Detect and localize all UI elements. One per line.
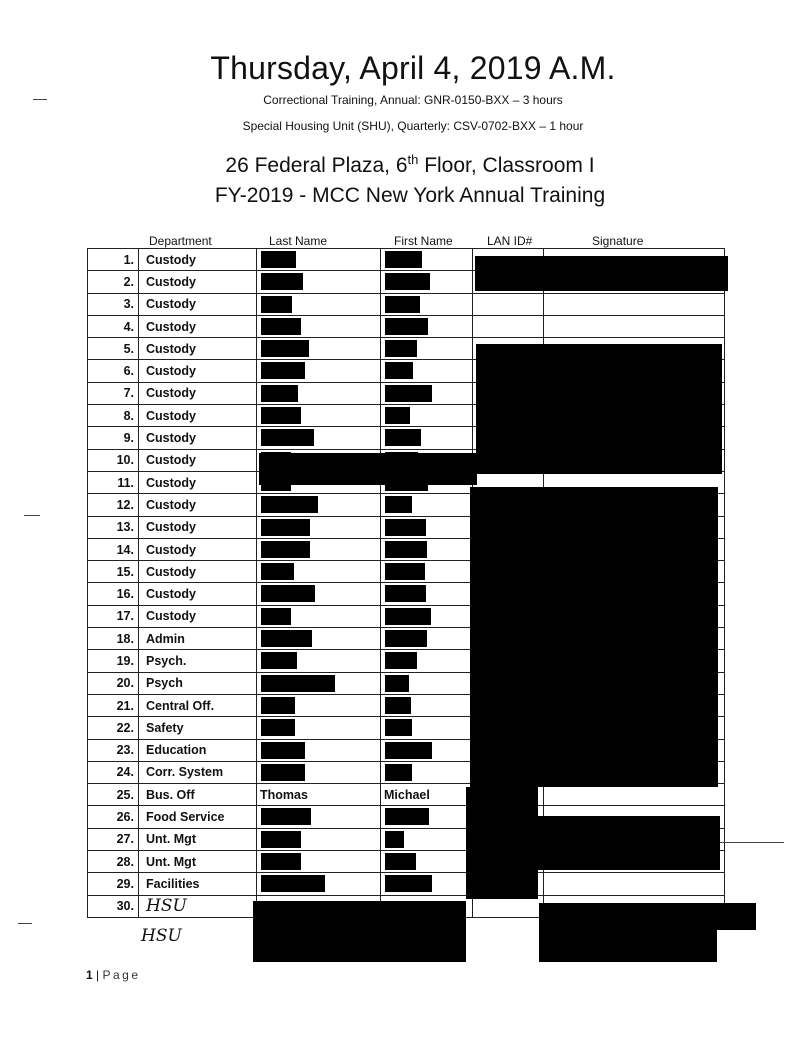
redaction-block xyxy=(385,251,422,268)
redaction-block xyxy=(470,487,718,787)
last-name-cell xyxy=(257,605,381,627)
redaction-block xyxy=(261,697,295,714)
department-cell: Custody xyxy=(139,271,257,293)
row-number: 2. xyxy=(88,271,139,293)
first-name-cell xyxy=(381,873,473,895)
first-name-cell xyxy=(381,739,473,761)
redaction-block xyxy=(385,875,432,892)
first-name-cell xyxy=(381,427,473,449)
department-cell: Custody xyxy=(139,293,257,315)
redaction-block xyxy=(385,318,428,335)
row-number: 14. xyxy=(88,538,139,560)
redaction-block xyxy=(261,429,314,446)
lan-id-cell xyxy=(473,293,544,315)
last-name-cell xyxy=(257,628,381,650)
redaction-block xyxy=(476,344,722,474)
redaction-block xyxy=(261,318,301,335)
lan-id-cell xyxy=(473,315,544,337)
redaction-block xyxy=(261,675,335,692)
header-lan-id: LAN ID# xyxy=(487,234,533,248)
scan-mark xyxy=(33,99,47,100)
header-signature: Signature xyxy=(592,234,644,248)
row-number: 9. xyxy=(88,427,139,449)
page-title: Thursday, April 4, 2019 A.M. xyxy=(210,50,616,86)
first-name-cell xyxy=(381,561,473,583)
department-cell: Unt. Mgt xyxy=(139,828,257,850)
redaction-block xyxy=(261,407,301,424)
row-number: 5. xyxy=(88,338,139,360)
row-number: 22. xyxy=(88,717,139,739)
last-name-cell xyxy=(257,828,381,850)
first-name-cell xyxy=(381,315,473,337)
redaction-block xyxy=(385,541,427,558)
table-row xyxy=(88,873,725,895)
row-number: 4. xyxy=(88,315,139,337)
department-cell: Custody xyxy=(139,338,257,360)
redaction-block xyxy=(385,563,425,580)
department-cell: Custody xyxy=(139,471,257,493)
program-title: FY-2019 - MCC New York Annual Training xyxy=(214,184,606,207)
last-name-cell xyxy=(257,583,381,605)
row-number: 27. xyxy=(88,828,139,850)
row-number: 3. xyxy=(88,293,139,315)
location-prefix: 26 Federal Plaza, 6 xyxy=(225,154,408,177)
department-cell: Facilities xyxy=(139,873,257,895)
last-name-cell xyxy=(257,538,381,560)
row-number: 11. xyxy=(88,471,139,493)
redaction-block xyxy=(385,385,432,402)
row-number: 23. xyxy=(88,739,139,761)
last-name-cell xyxy=(257,382,381,404)
department-cell: Custody xyxy=(139,561,257,583)
last-name-cell xyxy=(257,672,381,694)
row-number: 7. xyxy=(88,382,139,404)
department-cell: Corr. System xyxy=(139,761,257,783)
row-number: 16. xyxy=(88,583,139,605)
redaction-block xyxy=(385,585,426,602)
first-name-cell xyxy=(381,405,473,427)
first-name-cell xyxy=(381,806,473,828)
redaction-block xyxy=(261,608,291,625)
location-suffix: Floor, Classroom I xyxy=(418,154,595,177)
department-cell: Custody xyxy=(139,449,257,471)
redaction-block xyxy=(261,585,315,602)
redaction-block xyxy=(385,831,404,848)
department-cell: Central Off. xyxy=(139,694,257,716)
last-name-cell xyxy=(257,360,381,382)
department-cell: Admin xyxy=(139,628,257,650)
redaction-block xyxy=(261,831,301,848)
first-name-cell xyxy=(381,605,473,627)
redaction-block xyxy=(261,340,309,357)
department-cell: Psych xyxy=(139,672,257,694)
department-cell: Custody xyxy=(139,516,257,538)
department-cell: Safety xyxy=(139,717,257,739)
first-name-cell xyxy=(381,583,473,605)
handwritten-hsu: HSU xyxy=(141,926,182,946)
signature-cell xyxy=(544,293,725,315)
first-name-cell xyxy=(381,516,473,538)
redaction-block xyxy=(385,808,429,825)
first-name-cell xyxy=(381,293,473,315)
redaction-block xyxy=(261,385,298,402)
redaction-block xyxy=(253,901,466,962)
last-name-cell xyxy=(257,784,381,806)
first-name-cell xyxy=(381,538,473,560)
last-name-cell xyxy=(257,806,381,828)
last-name-cell xyxy=(257,271,381,293)
department-cell: Custody xyxy=(139,605,257,627)
redaction-block xyxy=(261,875,325,892)
last-name-cell xyxy=(257,338,381,360)
course-line-1: Correctional Training, Annual: GNR-0150-BXX – 3 hours xyxy=(263,93,563,107)
department-cell: Custody xyxy=(139,583,257,605)
last-name-cell xyxy=(257,315,381,337)
redaction-block xyxy=(385,407,410,424)
redaction-block xyxy=(385,742,432,759)
header-last-name: Last Name xyxy=(269,234,328,248)
row-number: 6. xyxy=(88,360,139,382)
department-cell: Food Service xyxy=(139,806,257,828)
redaction-block xyxy=(385,630,427,647)
first-name-cell xyxy=(381,382,473,404)
redaction-block xyxy=(385,652,417,669)
first-name-cell xyxy=(381,249,473,271)
redaction-block xyxy=(385,853,416,870)
row-number: 1. xyxy=(88,249,139,271)
department-cell: HSU xyxy=(139,895,257,917)
row-number: 13. xyxy=(88,516,139,538)
header-first-name: First Name xyxy=(394,234,453,248)
redaction-block xyxy=(261,251,296,268)
department-cell: Bus. Off xyxy=(139,784,257,806)
row-number: 29. xyxy=(88,873,139,895)
first-name-cell xyxy=(381,694,473,716)
redaction-block xyxy=(261,742,305,759)
department-cell: Custody xyxy=(139,360,257,382)
first-name-cell xyxy=(381,494,473,516)
redaction-block xyxy=(385,697,411,714)
row-number: 10. xyxy=(88,449,139,471)
redaction-block xyxy=(385,340,417,357)
department-cell: Custody xyxy=(139,249,257,271)
redaction-block xyxy=(261,362,305,379)
redaction-block xyxy=(259,453,477,485)
last-name-cell xyxy=(257,249,381,271)
first-name-cell xyxy=(381,271,473,293)
redaction-block xyxy=(475,256,728,291)
redaction-block xyxy=(261,296,292,313)
redaction-block xyxy=(385,608,431,625)
table-row xyxy=(88,293,725,315)
last-name-cell xyxy=(257,561,381,583)
first-name-cell xyxy=(381,851,473,873)
page-number: 1 xyxy=(86,968,93,982)
row-number: 18. xyxy=(88,628,139,650)
redaction-block xyxy=(261,541,310,558)
last-name-cell xyxy=(257,405,381,427)
department-cell: Custody xyxy=(139,538,257,560)
department-cell: Custody xyxy=(139,494,257,516)
redaction-block xyxy=(466,787,538,899)
row-number: 15. xyxy=(88,561,139,583)
department-cell: Psych. xyxy=(139,650,257,672)
redaction-block xyxy=(385,719,412,736)
first-name-cell xyxy=(381,338,473,360)
page-footer: 1 | Page xyxy=(86,968,141,982)
redaction-block xyxy=(539,903,756,930)
row-number: 25. xyxy=(88,784,139,806)
department-cell: Education xyxy=(139,739,257,761)
scan-mark xyxy=(18,923,32,924)
scan-mark xyxy=(720,842,784,843)
last-name-cell xyxy=(257,293,381,315)
last-name-cell xyxy=(257,427,381,449)
redaction-block xyxy=(261,652,297,669)
first-name-cell xyxy=(381,650,473,672)
first-name-text: Michael xyxy=(384,787,430,802)
first-name-cell xyxy=(381,360,473,382)
redaction-block xyxy=(261,496,318,513)
location-line xyxy=(0,152,812,178)
first-name-cell xyxy=(381,628,473,650)
department-cell: Unt. Mgt xyxy=(139,851,257,873)
first-name-cell xyxy=(381,717,473,739)
redaction-block xyxy=(385,296,420,313)
last-name-text: Thomas xyxy=(260,787,308,802)
last-name-cell xyxy=(257,851,381,873)
redaction-block xyxy=(385,362,413,379)
redaction-block xyxy=(385,496,412,513)
department-cell: Custody xyxy=(139,405,257,427)
row-number: 24. xyxy=(88,761,139,783)
last-name-cell xyxy=(257,717,381,739)
last-name-cell xyxy=(257,694,381,716)
location-superscript: th xyxy=(407,152,419,167)
last-name-cell xyxy=(257,516,381,538)
department-cell: Custody xyxy=(139,427,257,449)
redaction-block xyxy=(385,273,430,290)
first-name-cell xyxy=(381,672,473,694)
department-cell: Custody xyxy=(139,382,257,404)
course-line-2: Special Housing Unit (SHU), Quarterly: CSV-0702-BXX – 1 hour xyxy=(242,119,584,133)
last-name-cell xyxy=(257,739,381,761)
redaction-block xyxy=(261,519,310,536)
row-number: 8. xyxy=(88,405,139,427)
redaction-block xyxy=(539,928,717,962)
row-number: 28. xyxy=(88,851,139,873)
signature-cell xyxy=(544,873,725,895)
redaction-block xyxy=(385,429,421,446)
last-name-cell xyxy=(257,761,381,783)
scan-mark xyxy=(24,515,40,516)
redaction-block xyxy=(261,719,295,736)
first-name-cell xyxy=(381,761,473,783)
redaction-block xyxy=(385,675,409,692)
redaction-block xyxy=(538,816,720,870)
last-name-cell xyxy=(257,494,381,516)
row-number: 20. xyxy=(88,672,139,694)
first-name-cell xyxy=(381,784,473,806)
signature-cell xyxy=(544,315,725,337)
redaction-block xyxy=(261,808,311,825)
first-name-cell xyxy=(381,828,473,850)
row-number: 30. xyxy=(88,895,139,917)
redaction-block xyxy=(261,630,312,647)
redaction-block xyxy=(385,519,426,536)
last-name-cell xyxy=(257,650,381,672)
page-label: Page xyxy=(102,968,141,982)
header-department: Department xyxy=(149,234,212,248)
row-number: 26. xyxy=(88,806,139,828)
redaction-block xyxy=(261,764,305,781)
redaction-block xyxy=(261,563,294,580)
row-number: 12. xyxy=(88,494,139,516)
row-number: 21. xyxy=(88,694,139,716)
last-name-cell xyxy=(257,873,381,895)
row-number: 19. xyxy=(88,650,139,672)
redaction-block xyxy=(261,853,301,870)
table-row xyxy=(88,315,725,337)
department-cell: Custody xyxy=(139,315,257,337)
redaction-block xyxy=(261,273,303,290)
redaction-block xyxy=(385,764,412,781)
row-number: 17. xyxy=(88,605,139,627)
